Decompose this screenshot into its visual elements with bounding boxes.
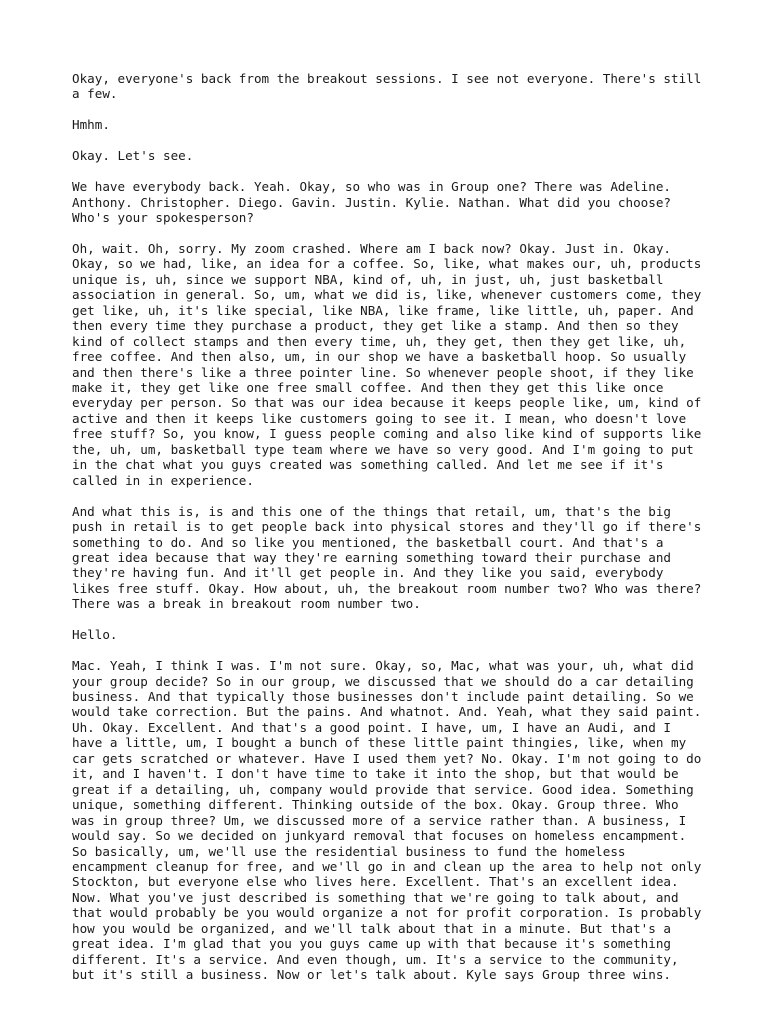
transcript-paragraph: Oh, wait. Oh, sorry. My zoom crashed. Where am I back now? Okay. Just in. Okay. Okay, so we had, like, an idea for a coffee. So, like, what makes our, uh, products unique is, uh, since we support NBA, kind of, uh, in just, uh, just basketball association in general. So, um, what we did is, like, whenever customers come, they get like, uh, it's like special, like NBA, like frame, like little, uh, paper. And then every time they purchase a product, they get like a stamp. And then so they kind of collect stamps and then every time, uh, they get, then they get like, uh, free coffee. And then also, um, in our shop we have a basketball hoop. So usually and then there's like a three pointer line. So whenever people shoot, if they like make it, they get like one free small coffee. And then they get this like once everyday per person. So that was our idea because it keeps people like, um, kind of active and then it keeps like customers going to see it. I mean, who doesn't love free stuff? So, you know, I guess people coming and also like kind of supports like the, uh, um, basketball type team where we have so very good. And I'm going to put in the chat what you guys created was something called. And let me see if it's called in in experience. [72,240,702,488]
transcript-paragraph: Hello. [72,627,118,643]
transcript-paragraph: Okay. Let's see. [72,148,194,164]
transcript-paragraph: We have everybody back. Yeah. Okay, so who was in Group one? There was Adeline. Anthony. Christopher. Diego. Gavin. Justin. Kylie. Nathan. What did you choose? Who's your spokesperson? [72,179,671,226]
transcript-paragraph: And what this is, is and this one of the things that retail, um, that's the big push in retail is to get people back into physical stores and they'll go if there's something to do. And so like you mentioned, the basketball court. And that's a great idea because that way they're earning something toward their purchase and they're having fun. And it'll get people in. And they like you said, everybody likes free stuff. Okay. How about, uh, the breakout room number two? Who was there? There was a break in breakout room number two. [72,503,702,612]
transcript-page [72,71,702,998]
transcript-paragraph: Hmhm. [72,117,110,133]
transcript-paragraph: Okay, everyone's back from the breakout sessions. I see not everyone. There's still a few. [72,71,702,102]
transcript-paragraph: Mac. Yeah, I think I was. I'm not sure. Okay, so, Mac, what was your, uh, what did your group decide? So in our group, we discussed that we should do a car detailing business. And that typically those businesses don't include paint detailing. So we would take correction. But the pains. And whatnot. And. Yeah, what they said paint. Uh. Okay. Excellent. And that's a good point. I have, um, I have an Audi, and I have a little, um, I bought a bunch of these little paint thingies, like, when my car gets scratched or whatever. Have I used them yet? No. Okay. I'm not going to do it, and I haven't. I don't have time to take it into the shop, but that would be great if a detailing, uh, company would provide that service. Good idea. Something unique, something different. Thinking outside of the box. Okay. Group three. Who was in group three? Um, we discussed more of a service rather than. A business, I would say. So we decided on junkyard removal that focuses on homeless encampment. So basically, um, we'll use the residential business to fund the homeless encampment cleanup for free, and we'll go in and clean up the area to help not only Stockton, but everyone else who lives here. Excellent. That's an excellent idea. Now. What you've just described is something that we're going to talk about, and that would probably be you would organize a not for profit corporation. Is probably how you would be organized, and we'll talk about that in a minute. But that's a great idea. I'm glad that you you guys came up with that because it's something different. It's a service. And even though, um. It's a service to the community, but it's still a business. Now or let's talk about. Kyle says Group three wins. [72,658,702,983]
